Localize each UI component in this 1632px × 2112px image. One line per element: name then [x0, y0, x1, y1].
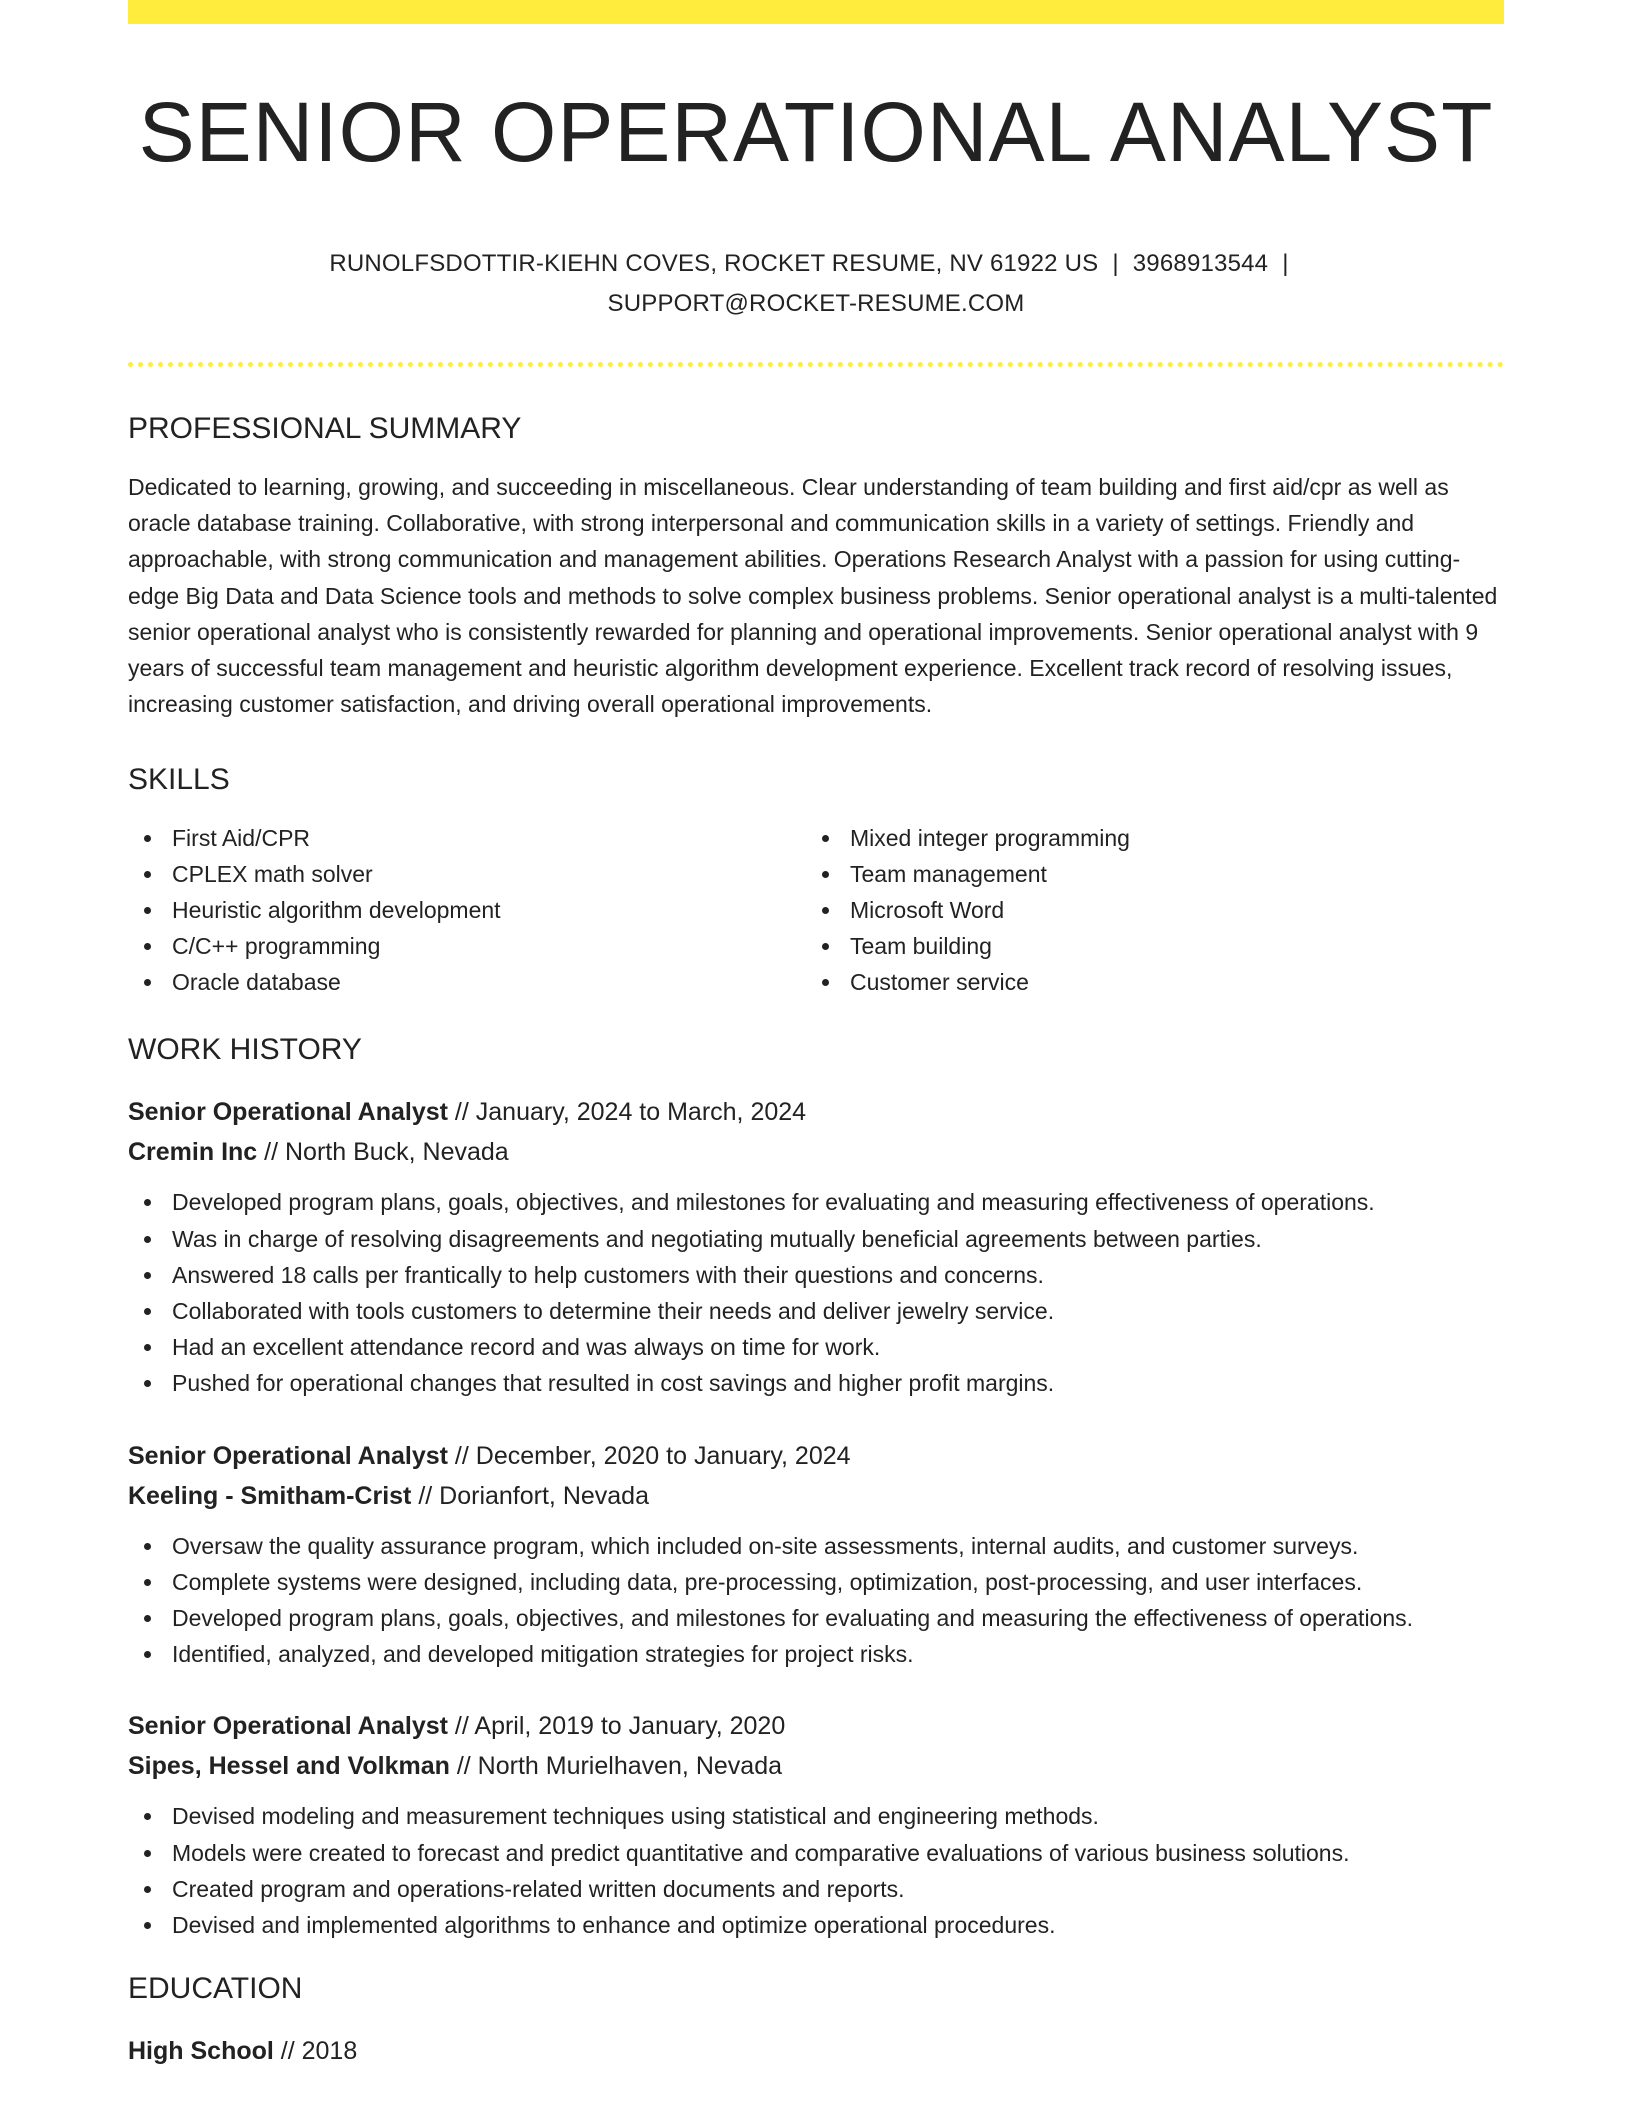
- job-entry: [128, 1706, 1504, 1943]
- contact-info: [128, 244, 1504, 324]
- job-title-line: [128, 1436, 1504, 1476]
- job-dates: // April, 2019 to January, 2020: [447, 1712, 786, 1741]
- job-bullet: Was in charge of resolving disagreements and negotiating mutually beneficial agreements between parties.: [128, 1221, 1504, 1257]
- job-bullet: Identified, analyzed, and developed mitigation strategies for project risks.: [128, 1636, 1504, 1672]
- job-location: // North Murielhaven, Nevada: [449, 1752, 782, 1781]
- job-company-line: [128, 1746, 1504, 1786]
- contact-separator: |: [1282, 250, 1289, 277]
- job-dates: // January, 2024 to March, 2024: [447, 1098, 807, 1127]
- skill-item: C/C++ programming: [128, 928, 806, 964]
- skills-grid: [128, 820, 1504, 1000]
- section-heading-work-history: WORK HISTORY: [128, 1033, 362, 1067]
- job-bullet: Collaborated with tools customers to determine their needs and deliver jewelry service.: [128, 1293, 1504, 1329]
- section-heading-education: EDUCATION: [128, 1972, 303, 2006]
- job-bullet: Created program and operations-related written documents and reports.: [128, 1871, 1504, 1907]
- skill-item: Heuristic algorithm development: [128, 892, 806, 928]
- skill-item: Customer service: [806, 964, 1484, 1000]
- job-title: Senior Operational Analyst: [128, 1098, 448, 1127]
- skill-item: Team management: [806, 856, 1484, 892]
- job-bullet: Pushed for operational changes that resulted in cost savings and higher profit margins.: [128, 1365, 1504, 1401]
- job-bullet: Oversaw the quality assurance program, which included on-site assessments, internal audits, and customer surveys.: [128, 1528, 1504, 1564]
- job-bullets: [128, 1798, 1504, 1943]
- skill-item: Microsoft Word: [806, 892, 1484, 928]
- job-company: Sipes, Hessel and Volkman: [128, 1752, 450, 1781]
- job-bullets: [128, 1528, 1504, 1673]
- job-bullet: Answered 18 calls per frantically to help customers with their questions and concerns.: [128, 1257, 1504, 1293]
- skill-item: CPLEX math solver: [128, 856, 806, 892]
- job-bullet: Complete systems were designed, including data, pre-processing, optimization, post-processing, and user interfaces.: [128, 1564, 1504, 1600]
- job-company-line: [128, 1132, 1504, 1172]
- section-heading-summary: PROFESSIONAL SUMMARY: [128, 412, 522, 445]
- job-bullet: Developed program plans, goals, objectives, and milestones for evaluating and measuring effectiveness of operations.: [128, 1184, 1504, 1220]
- job-bullet: Had an excellent attendance record and was always on time for work.: [128, 1329, 1504, 1365]
- job-location: // Dorianfort, Nevada: [411, 1481, 649, 1510]
- education-year: // 2018: [273, 2037, 358, 2066]
- education-entry: [128, 2031, 1504, 2071]
- job-company: Cremin Inc: [128, 1138, 258, 1167]
- job-entry: [128, 1092, 1504, 1401]
- job-title: Senior Operational Analyst: [128, 1441, 448, 1470]
- skill-item: Team building: [806, 928, 1484, 964]
- job-bullet: Developed program plans, goals, objectives, and milestones for evaluating and measuring the effectiveness of operations.: [128, 1600, 1504, 1636]
- skill-item: First Aid/CPR: [128, 820, 806, 856]
- job-dates: // December, 2020 to January, 2024: [447, 1441, 851, 1470]
- section-heading-skills: SKILLS: [128, 763, 230, 797]
- job-bullet: Devised and implemented algorithms to enhance and optimize operational procedures.: [128, 1907, 1504, 1943]
- job-bullets: [128, 1184, 1504, 1401]
- education-title: High School: [128, 2037, 274, 2066]
- job-title: Senior Operational Analyst: [128, 1712, 448, 1741]
- summary-text: Dedicated to learning, growing, and succeeding in miscellaneous. Clear understanding of team building and first aid/cpr as well as oracle database training. Collaborative, with strong interpersonal and communication skills in a variety of settings. Friendly and approachable, with strong communication and management abilities. Operations Research Analyst with a passion for using cutting-edge Big Data and Data Science tools and methods to solve complex business problems. Senior operational analyst is a multi-talented senior operational analyst who is consistently rewarded for planning and operational improvements. Senior operational analyst with 9 years of successful team management and heuristic algorithm development experience. Excellent track record of resolving issues, increasing customer satisfaction, and driving overall operational improvements.: [128, 474, 1498, 718]
- skill-item: Mixed integer programming: [806, 820, 1484, 856]
- job-title-line: [128, 1706, 1504, 1746]
- job-location: // North Buck, Nevada: [257, 1138, 509, 1167]
- skills-list-left: [128, 820, 806, 1000]
- resume-title: SENIOR OPERATIONAL ANALYST: [138, 85, 1494, 179]
- top-accent-bar: [128, 0, 1504, 24]
- job-entry: [128, 1436, 1504, 1673]
- skills-list-right: [806, 820, 1484, 1000]
- job-bullet: Models were created to forecast and predict quantitative and comparative evaluations of various business solutions.: [128, 1835, 1504, 1871]
- skill-item: Oracle database: [128, 964, 806, 1000]
- address: RUNOLFSDOTTIR-KIEHN COVES, ROCKET RESUME, NV 61922 US: [329, 250, 1099, 277]
- job-bullet: Devised modeling and measurement techniques using statistical and engineering methods.: [128, 1798, 1504, 1834]
- job-company: Keeling - Smitham-Crist: [128, 1481, 412, 1510]
- phone: 3968913544: [1132, 250, 1269, 277]
- job-company-line: [128, 1476, 1504, 1516]
- dotted-divider: [128, 362, 1504, 367]
- job-title-line: [128, 1092, 1504, 1132]
- resume-page: [128, 0, 1504, 2071]
- contact-separator: |: [1112, 250, 1119, 277]
- email: SUPPORT@ROCKET-RESUME.COM: [607, 290, 1025, 317]
